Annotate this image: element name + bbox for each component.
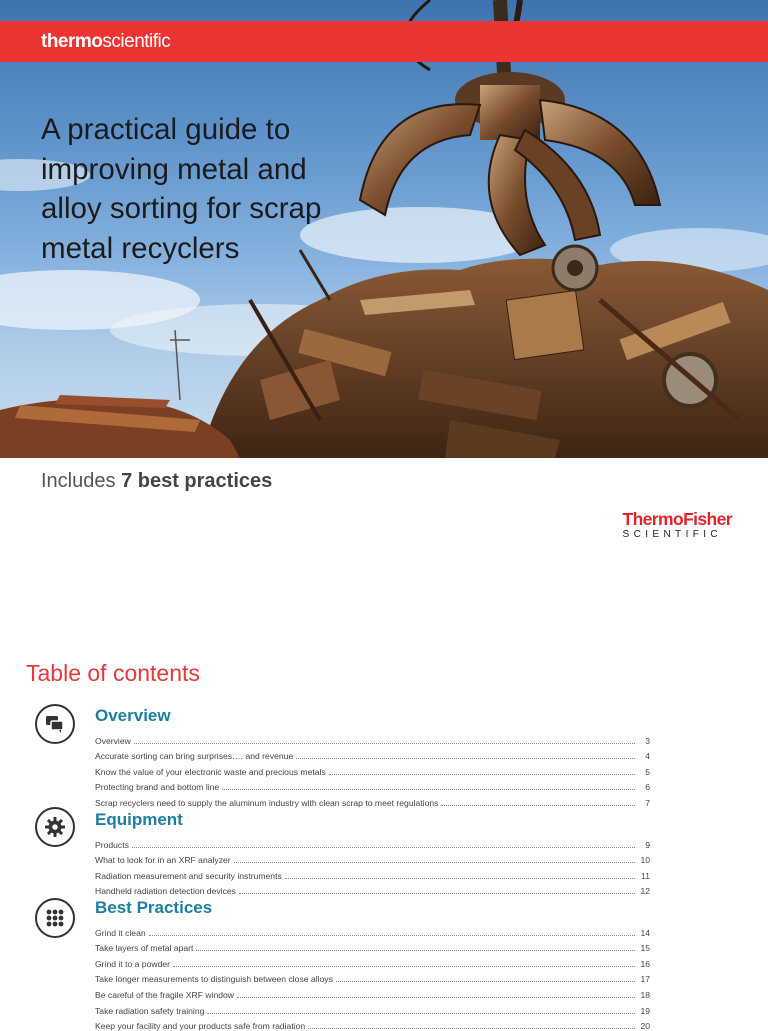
toc-entry[interactable]: Take longer measurements to distinguish between close alloys 17 xyxy=(95,974,650,985)
toc-entry[interactable]: Overview 3 xyxy=(95,735,650,746)
thermo-scientific-logo: thermoscientific xyxy=(41,31,171,52)
cover-title: A practical guide to improving metal and alloy sorting for scrap metal recyclers xyxy=(41,113,322,265)
toc-title: Table of contents xyxy=(26,660,200,686)
toc-entry[interactable]: Keep your facility and your products safe from radiation 20 xyxy=(95,1021,650,1031)
chat-bubbles-icon xyxy=(35,704,75,744)
toc-entry[interactable]: Take layers of metal apart 15 xyxy=(95,943,650,954)
toc-entry[interactable]: What to look for in an XRF analyzer 10 xyxy=(95,855,650,866)
toc-entry[interactable]: Protecting brand and bottom line 6 xyxy=(95,782,650,793)
toc-entry[interactable]: Scrap recyclers need to supply the aluminum industry with clean scrap to meet regulations 7 xyxy=(95,797,650,808)
toc-entry[interactable]: Grind it to a powder 16 xyxy=(95,958,650,969)
best-practices-count: 7 best practices xyxy=(121,470,273,492)
thermofisher-logo: ThermoFisher SCIENTIFIC xyxy=(622,509,732,540)
toc-section-title: Overview xyxy=(95,706,171,725)
toc-entry[interactable]: Accurate sorting can bring surprises…. and revenue 4 xyxy=(95,751,650,762)
toc-entry[interactable]: Know the value of your electronic waste and precious metals 5 xyxy=(95,766,650,777)
toc-entry[interactable]: Grind it clean 14 xyxy=(95,927,650,938)
toc-entry[interactable]: Take radiation safety training 19 xyxy=(95,1005,650,1016)
toc-entry[interactable]: Radiation measurement and security instruments 11 xyxy=(95,870,650,881)
brand-bar xyxy=(0,21,768,62)
toc-entry[interactable]: Handheld radiation detection devices 12 xyxy=(95,886,650,897)
toc-section-title: Equipment xyxy=(95,810,183,829)
toc-entry[interactable]: Products 9 xyxy=(95,839,650,850)
toc-section-title: Best Practices xyxy=(95,898,213,917)
gear-icon xyxy=(35,807,75,847)
hero-banner xyxy=(0,0,768,458)
includes-tagline: Includes 7 best practices xyxy=(41,470,273,492)
grid-dots-icon xyxy=(35,898,75,938)
toc-entry[interactable]: Be careful of the fragile XRF window 18 xyxy=(95,989,650,1000)
